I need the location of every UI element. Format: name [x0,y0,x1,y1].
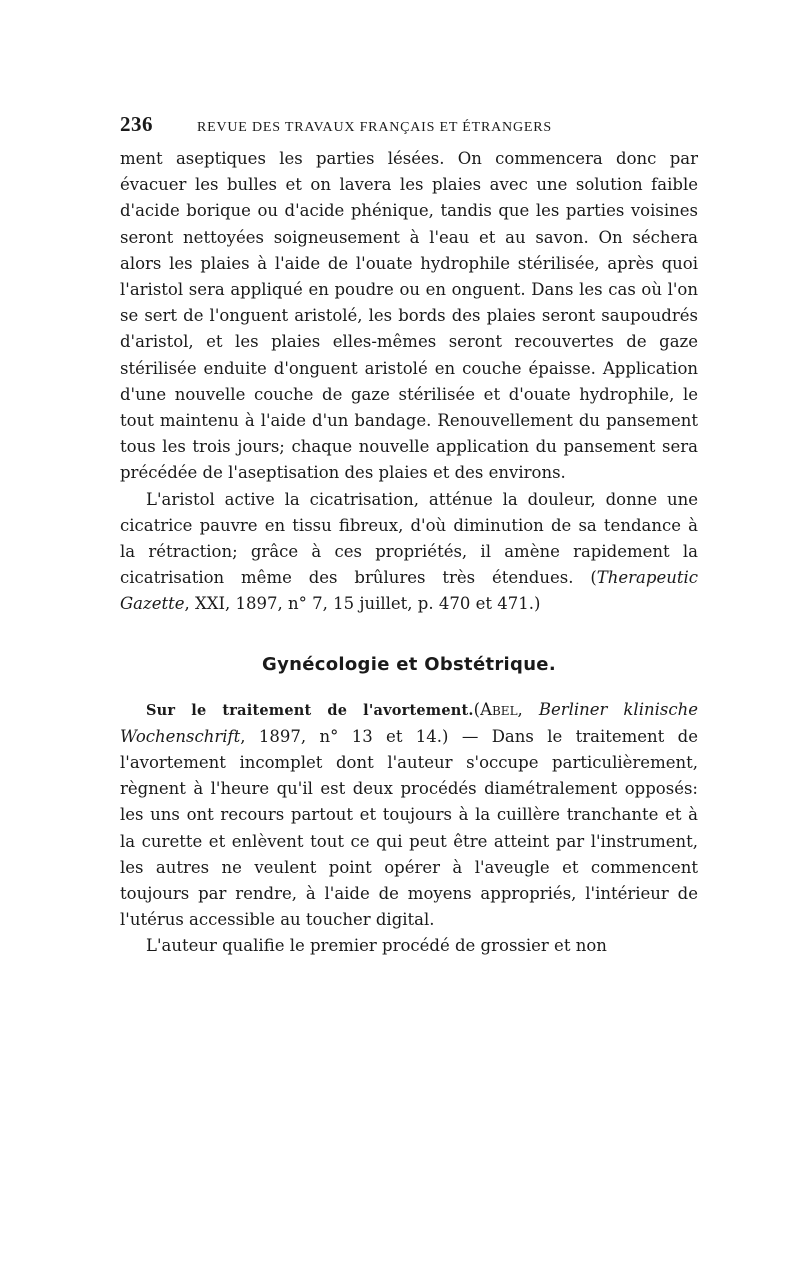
article-body: Dans le traitement de l'avortement incomplet dont l'auteur s'occupe particulièrement, règnent à l'heure qu'il est deux procédés diamétralement opposés: les uns ont recours partout et toujours à la cuillère tranchante et à la curette et enlèvent tout ce qui peut être atteint par l'instrument, les autres ne veulent point opérer à l'aveugle et commencent toujours par rendre, à l'aide de moyens appropriés, l'intérieur de l'utérus accessible au toucher digital. [120,726,698,930]
paragraph-aristol-effects [120,487,698,618]
citation-reference: , XXI, 1897, n° 7, 15 juillet, p. 470 et 471.) [184,594,541,614]
citation-journal: Therapeutic Gazette [120,568,698,614]
paragraph-aristol-effects-text: L'aristol active la cicatrisation, atténue la douleur, donne une cicatrice pauvre en tissu fibreux, d'où diminution de sa tendance à la rétraction; grâce à ces propriétés, il amène rapidement la cicatrisation même des brûlures très étendues. ( [120,489,698,588]
article-journal: Berliner klinische Wochenschrift [120,699,698,746]
author-separator: , [517,699,539,719]
author-open: ( [473,699,481,719]
page-header [120,112,698,146]
article-title: Sur le traitement de l'avortement. [146,701,474,719]
paragraph-aristol-treatment: ment aseptiques les parties lésées. On commencera donc par évacuer les bulles et on lavera les plaies avec une solution faible d'acide borique ou d'acide phénique, tandis que les parties voisines seront nettoyées soigneusement à l'eau et au savon. On séchera alors les plaies à l'aide de l'ouate hydrophile stérilisée, après quoi l'aristol sera appliqué en poudre ou en onguent. Dans les cas où l'on se sert de l'onguent aristolé, les bords des plaies seront saupoudrés d'aristol, et les plaies elles-mêmes seront recouvertes de gaze stérilisée enduite d'onguent aristolé en couche épaisse. Application d'une nouvelle couche de gaze stérilisée et d'ouate hydrophile, le tout maintenu à l'aide d'un bandage. Renouvellement du pansement tous les trois jours; chaque nouvelle application du pansement sera précédée de l'aseptisation des plaies et des environs. [120,149,698,483]
page-number: 236 [120,112,153,136]
article-reference: , 1897, n° 13 et 14.) — [240,726,492,746]
running-head: REVUE DES TRAVAUX FRANÇAIS ET ÉTRANGERS [197,120,552,135]
article-paragraph [120,697,698,934]
paragraph-last: L'auteur qualifie le premier procédé de grossier et non [146,936,607,956]
section-title: Gynécologie et Obstétrique. [262,653,556,675]
page [120,112,698,960]
article-author: Abel [480,699,518,719]
